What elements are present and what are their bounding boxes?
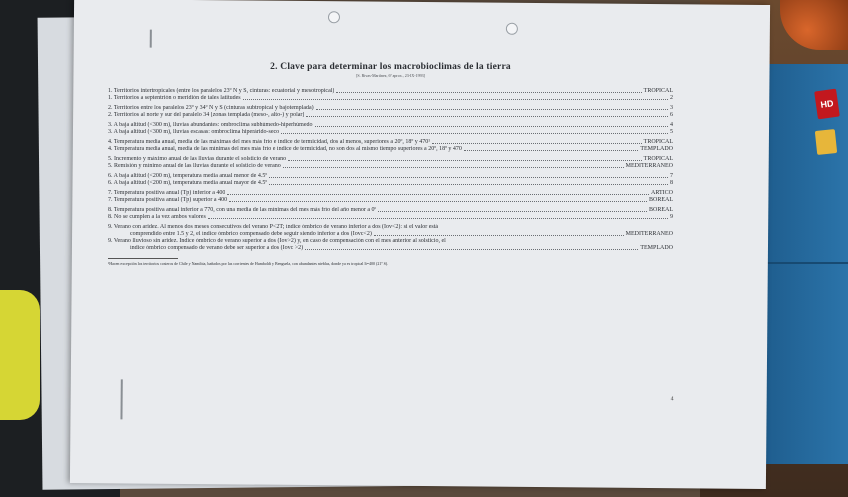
leader-dots: [305, 249, 638, 250]
key-row: [108, 224, 673, 231]
key-text: 9. Verano con aridez. Al menos dos meses consecutivos del verano P<2T; índice ómbrico de verano inferior a dos (Iov<2): si el valor está: [108, 224, 439, 230]
key-row: [108, 207, 673, 214]
key-row: [108, 197, 673, 204]
leader-dots: [374, 235, 624, 236]
leader-dots: [269, 177, 668, 178]
key-result: 4: [670, 122, 673, 128]
key-row: [108, 238, 673, 245]
document-title: 2. Clave para determinar los macrobioclimas de la tierra: [270, 62, 511, 72]
key-row: [108, 245, 673, 252]
key-text: 5. Remisión y mínimo anual de las lluvias durante el solsticio de verano: [108, 163, 281, 169]
leader-dots: [378, 211, 647, 212]
key-text: 6. A baja altitud (<200 m), temperatura media anual menor de 4.5º: [108, 173, 268, 179]
punch-hole: [328, 11, 340, 23]
key-result: 6: [670, 112, 673, 118]
leader-dots: [306, 116, 668, 117]
document-subtitle: [S. Rivas-Martínez, 6ª aprox., 23-IX-1993]: [356, 73, 425, 78]
key-row: [108, 112, 673, 119]
key-result: 5: [670, 129, 673, 135]
leader-dots: [283, 167, 624, 168]
key-row: [108, 190, 673, 197]
key-text: 9. Verano lluvioso sin aridez. Índice ómbrico de verano superior a dos (Iov>2) y, en caso de compensación con el mes anterior al solsticio, el: [108, 238, 446, 244]
key-row: [108, 129, 673, 136]
key-text: 7. Temperatura positiva anual (Tp) inferior a 400: [108, 190, 226, 196]
key-text: 8. Temperatura positiva anual inferior a 770, con una media de las mínimas del mes más frío del año menor a 0º: [108, 207, 377, 213]
yellow-object: [0, 290, 40, 420]
key-result: TROPICAL: [643, 156, 673, 162]
leader-dots: [227, 194, 649, 195]
key-text: 5. Incremento y máximo anual de las lluvias durante el solsticio de verano: [108, 156, 287, 162]
key-result: 9: [670, 214, 673, 220]
key-text: 4. Temperatura media anual, media de las máximas del mes más frío e índice de termicidad, dos al menos, superiores a 20º, 18º y 470¹: [108, 139, 431, 145]
key-text: 6. A baja altitud (<200 m), temperatura media anual mayor de 4.5º: [108, 180, 268, 186]
leader-dots: [288, 160, 642, 161]
margin-mark: [150, 30, 152, 48]
folder-seam: [760, 262, 848, 264]
leader-dots: [316, 109, 668, 110]
leader-dots: [269, 184, 668, 185]
key-text: 7. Temperatura positiva anual (Tp) superior a 400: [108, 197, 228, 203]
key-result: 2: [670, 95, 673, 101]
leader-dots: [464, 150, 638, 151]
key-row: [108, 122, 673, 129]
key-text: 8. No se cumplen a la vez ambos valores: [108, 214, 206, 220]
key-row: [108, 180, 673, 187]
key-text: 4. Temperatura media anual, media de las mínimas del mes más frío e índice de termicidad, no son dos al mismo tiempo superiores a 20º, 18º y 470: [108, 146, 462, 152]
key-result: BOREAL: [649, 197, 673, 203]
key-row: [108, 231, 673, 238]
key-result: TROPICAL: [643, 139, 673, 145]
footnote-rule: [108, 258, 178, 259]
key-result: MEDITERRÁNEO: [625, 231, 673, 237]
key-result: TEMPLADO: [640, 245, 673, 251]
key-result: 8: [670, 180, 673, 186]
key-result: ÁRTICO: [651, 190, 673, 196]
key-list: [108, 88, 673, 252]
key-text: 3. A baja altitud (<300 m), lluvias escasas: ombroclima hiperárido-seco: [108, 129, 280, 135]
key-text: 2. Territorios al norte y sur del paralelo 34 [zonas templada (meso-, alto-) y polar]: [108, 112, 305, 118]
key-row: [108, 163, 673, 170]
key-text: 1. Territorios intertropicales (entre los paralelos 23º N y S, cinturas: ecuatorial y mesotropical): [108, 88, 335, 94]
key-text: 1. Territorios a septentrión o meridión de tales latitudes: [108, 95, 241, 101]
key-text: índice ómbrico compensado de verano debe ser superior a dos (Iovc >2): [130, 245, 304, 251]
leader-dots: [229, 201, 647, 202]
key-result: MEDITERRÁNEO: [625, 163, 673, 169]
key-result: TROPICAL: [643, 88, 673, 94]
leader-dots: [315, 126, 668, 127]
key-text: comprendido entre 1.5 y 2, el índice ómbrico compensado debe seguir siendo inferior a dos (Iovc<2): [130, 231, 372, 237]
key-text: 3. A baja altitud (<300 m), lluvias abundantes: ombroclima subhúmedo-hiperhúmedo: [108, 122, 313, 128]
page-number: 4: [670, 396, 674, 403]
footnote: ¹Hacen excepción los territorios costeros de Chile y Namibia, bañados por las corrientes de Humboldt y Benguela, con abundantes nieblas, donde ya es tropical It=400 (21º S).: [108, 261, 389, 266]
key-result: TEMPLADO: [640, 146, 673, 152]
margin-mark: [120, 379, 122, 419]
punch-hole: [506, 23, 518, 35]
windows-sticker: [815, 129, 837, 155]
key-row: [108, 214, 673, 221]
leader-dots: [281, 133, 668, 134]
key-row: [108, 88, 673, 95]
key-text: 2. Territorios entre los paralelos 23º y 34º N y S (cinturas subtropical y bajotemplada): [108, 105, 314, 111]
key-row: [108, 156, 673, 163]
key-row: [108, 95, 673, 102]
hd-sticker: HD: [814, 89, 840, 120]
key-row: [108, 146, 673, 153]
leader-dots: [336, 92, 641, 93]
document-content: [108, 62, 673, 266]
key-result: 7: [670, 173, 673, 179]
key-row: [108, 173, 673, 180]
key-row: [108, 139, 673, 146]
leader-dots: [243, 99, 668, 100]
key-result: BOREAL: [649, 207, 673, 213]
key-row: [108, 105, 673, 112]
key-result: 3: [670, 105, 673, 111]
leader-dots: [432, 143, 642, 144]
leader-dots: [208, 218, 668, 219]
